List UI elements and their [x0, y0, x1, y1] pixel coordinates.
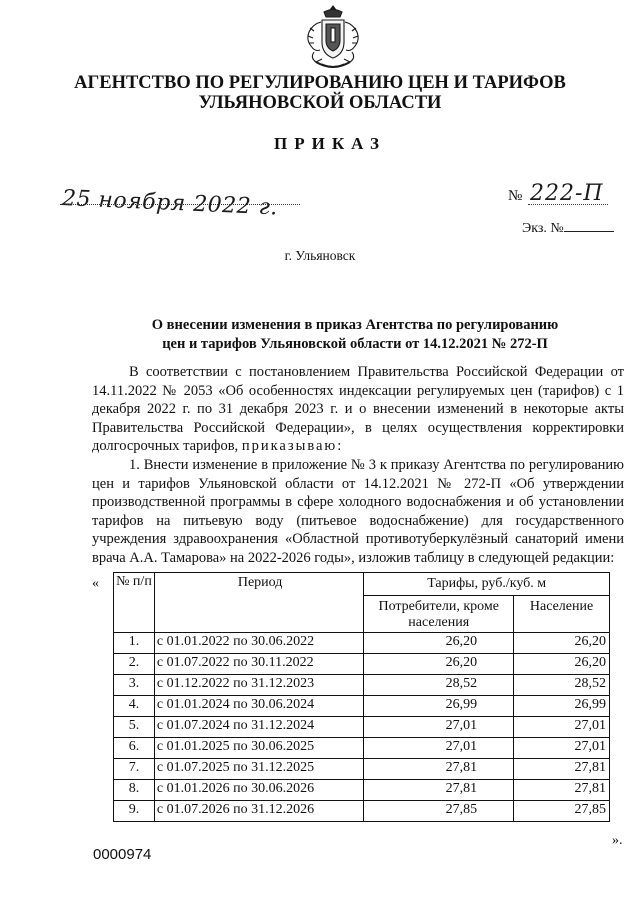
order-word: приказываю: [241, 438, 344, 454]
row-number: 4. [114, 696, 155, 717]
table-row [114, 717, 610, 738]
row-consumers-tariff: 27,01 [364, 717, 514, 738]
tariffs-table [113, 572, 610, 822]
row-consumers-tariff: 27,01 [364, 738, 514, 759]
table-row [114, 780, 610, 801]
table-row [114, 654, 610, 675]
handwritten-order-number: 222-П [530, 181, 604, 206]
closing-quote-mark: ». [612, 833, 623, 848]
table-row [114, 675, 610, 696]
copy-number-blank [564, 220, 614, 232]
subject-line2: цен и тарифов Ульяновской области от 14.12.2021 № 272-П [162, 336, 548, 352]
row-period: с 01.01.2024 по 30.06.2024 [154, 696, 363, 717]
header-row-number: № п/п [114, 573, 155, 633]
agency-name-line1: АГЕНТСТВО ПО РЕГУЛИРОВАНИЮ ЦЕН И ТАРИФОВ [74, 73, 566, 93]
row-population-tariff: 26,99 [514, 696, 610, 717]
row-population-tariff: 27,85 [514, 801, 610, 822]
row-consumers-tariff: 26,99 [364, 696, 514, 717]
row-period: с 01.07.2026 по 31.12.2026 [154, 801, 363, 822]
date-underline [60, 204, 300, 205]
table-row [114, 696, 610, 717]
row-period: с 01.07.2022 по 30.11.2022 [154, 654, 363, 675]
table-row [114, 633, 610, 654]
coat-of-arms-emblem [302, 4, 364, 70]
row-period: с 01.01.2022 по 30.06.2022 [154, 633, 363, 654]
row-consumers-tariff: 26,20 [364, 633, 514, 654]
opening-quote-mark: « [92, 576, 99, 591]
row-period: с 01.07.2024 по 31.12.2024 [154, 717, 363, 738]
row-consumers-tariff: 27,81 [364, 780, 514, 801]
row-period: с 01.12.2022 по 31.12.2023 [154, 675, 363, 696]
handwritten-order-date: 25 ноября 2022 г. [61, 186, 279, 221]
row-number: 5. [114, 717, 155, 738]
header-tariffs-group: Тарифы, руб./куб. м [364, 573, 610, 596]
row-number: 9. [114, 801, 155, 822]
row-population-tariff: 27,01 [514, 717, 610, 738]
row-number: 2. [114, 654, 155, 675]
copy-number-label: Экз. № [522, 221, 564, 236]
row-period: с 01.01.2026 по 30.06.2026 [154, 780, 363, 801]
form-serial-number: 0000974 [93, 846, 152, 863]
row-population-tariff: 28,52 [514, 675, 610, 696]
table-row [114, 738, 610, 759]
header-population: Население [514, 596, 610, 633]
row-consumers-tariff: 27,85 [364, 801, 514, 822]
copy-number-field [522, 220, 614, 237]
row-period: с 01.07.2025 по 31.12.2025 [154, 759, 363, 780]
row-population-tariff: 27,01 [514, 738, 610, 759]
preamble-paragraph [92, 363, 624, 456]
row-number: 3. [114, 675, 155, 696]
row-population-tariff: 26,20 [514, 654, 610, 675]
subject-line1: О внесении изменения в приказ Агентства по регулированию [151, 317, 559, 333]
row-consumers-tariff: 26,20 [364, 654, 514, 675]
row-period: с 01.01.2025 по 30.06.2025 [154, 738, 363, 759]
city-line: г. Ульяновск [284, 248, 356, 263]
row-population-tariff: 26,20 [514, 633, 610, 654]
table-row [114, 759, 610, 780]
clause-1-paragraph: 1. Внести изменение в приложение № 3 к приказу Агентства по регулированию цен и тарифов Ульяновской области от 14.12.2021 № 272-П «Об утверждении производственной программы в сфере холодного водоснабжения и об установлении тарифов на питьевую воду (питьевое водоснабжение) для государственного учреждения здравоохранения «Областной противотуберкулёзный санаторий имени врача А.А. Тамарова» на 2022-2026 годы», изложив таблицу в следующей редакции: [92, 457, 624, 566]
header-consumers: Потребители, кроме населения [364, 596, 514, 633]
order-subject-heading [90, 316, 620, 354]
row-population-tariff: 27,81 [514, 780, 610, 801]
order-number-sign: № [508, 188, 523, 204]
agency-name-line2: УЛЬЯНОВСКОЙ ОБЛАСТИ [198, 93, 442, 113]
number-underline [528, 204, 608, 205]
row-consumers-tariff: 27,81 [364, 759, 514, 780]
document-type-title: ПРИКАЗ [274, 134, 386, 153]
row-consumers-tariff: 28,52 [364, 675, 514, 696]
preamble-text: В соответствии с постановлением Правительства Российской Федерации от 14.11.2022 № 2053 «Об особенностях индексации регулируемых цен (тарифов) с 1 декабря 2022 г. по 31 декабря 2023 г. и о внесении изменений в некоторые акты Правительства Российской Федерации», в целях осуществления корректировки долгосрочных тарифов, [92, 364, 624, 454]
row-population-tariff: 27,81 [514, 759, 610, 780]
row-number: 7. [114, 759, 155, 780]
table-row [114, 801, 610, 822]
header-period: Период [154, 573, 363, 633]
row-number: 8. [114, 780, 155, 801]
row-number: 6. [114, 738, 155, 759]
row-number: 1. [114, 633, 155, 654]
